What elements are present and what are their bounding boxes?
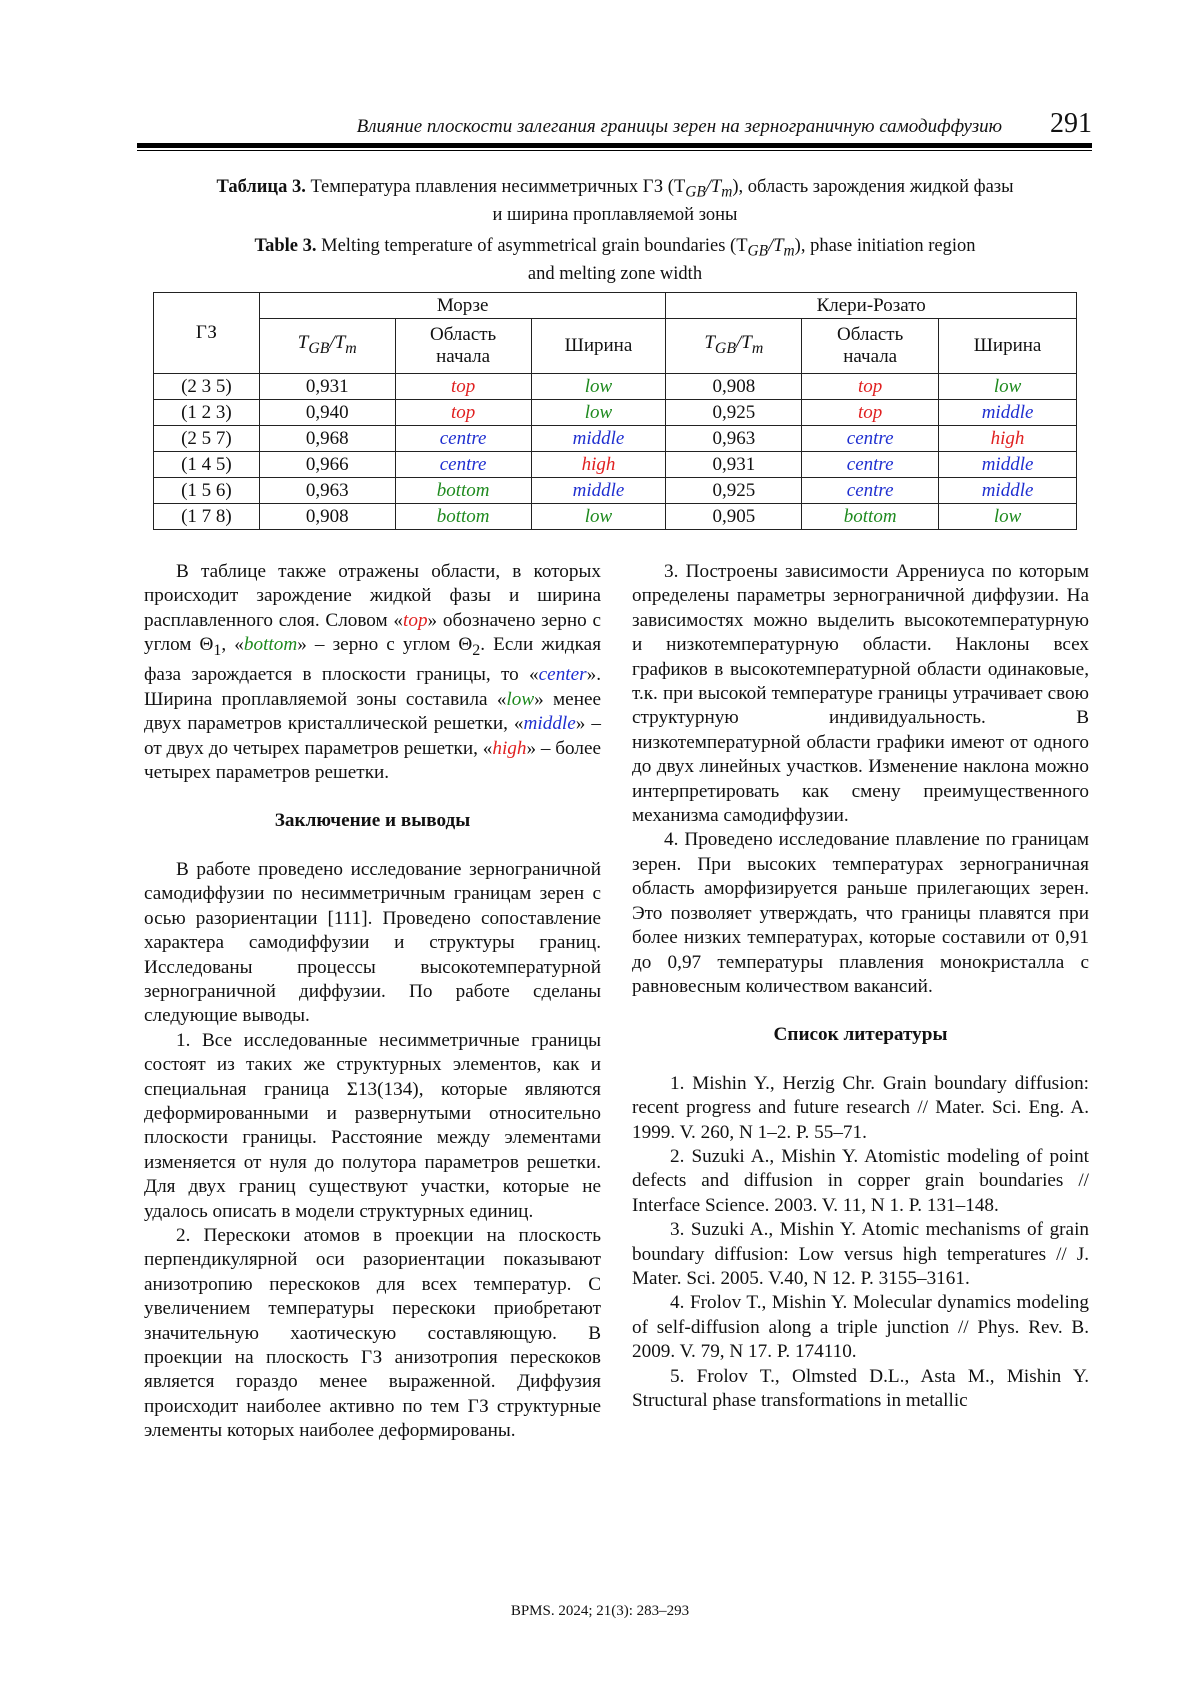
t-ratio-cell: 0,931 <box>259 374 395 400</box>
legend-text-c: , « <box>221 634 244 656</box>
legend-text-d: » – зерно с углом Θ <box>297 634 473 656</box>
section-heading-conclusions: Заключение и выводы <box>274 810 471 832</box>
width-cell: low <box>939 374 1077 400</box>
paragraph-conclusion-4: 4. Проведено исследование плавление по границам зерен. При высоких температурах зернограничная область аморфизируется раньше прилегающих зерен. Это позволяет утверждать, что границы плавятся при более низких температурах, которые составили от 0,91 до 0,97 температуры плавления монокристалла с равновесным количеством вакансий. <box>632 829 1089 997</box>
region-cell: top <box>395 400 531 426</box>
header-region-2 <box>802 319 939 374</box>
reference-item: 5. Frolov T., Olmsted D.L., Asta M., Mishin Y. Structural phase transformations in metallic <box>632 1365 1089 1411</box>
legend-word-top: top <box>403 609 428 631</box>
page-footer: BPMS. 2024; 21(3): 283–293 <box>510 1603 690 1619</box>
t-ratio-cell: 0,940 <box>259 400 395 426</box>
gz-cell: (1 7 8) <box>154 504 260 530</box>
t-ratio-cell: 0,931 <box>666 452 802 478</box>
region-cell: centre <box>395 452 531 478</box>
legend-text-f: ». Ширина проплавляемой зоны составила « <box>144 664 601 710</box>
header-group-cleri: Клери-Розато <box>666 293 1077 319</box>
paragraph-conclusion-3: 3. Построены зависимости Аррениуса по которым определены параметры зернограничной диффузии. На зависимостях можно выделить высокотемпературную и низкотемпературную области. Наклоны всех графиков в высокотемпературной области одинаковые, т.к. при высокой температуре границы утрачивает свою структурную индивидуальность. В низкотемпературной области графики имеют от одного до двух линейных участков. Изменение наклона можно интерпретировать как смену преимущественного механизма самодиффузии. <box>632 561 1089 827</box>
running-header <box>137 108 1092 142</box>
table-row <box>154 400 1077 426</box>
paragraph-conclusion-1: 1. Все исследованные несимметричные границы состоят из таких же структурных элементов, как и специальная граница Σ13(134), которые являются деформированными и развернутыми относительно плоскости границы. Расстояние между элементами изменяется от нуля до полутора параметров решетки. Для двух границ существуют участки, которые не удалось описать в модели структурных единиц. <box>144 1029 601 1222</box>
gz-cell: (2 5 7) <box>154 426 260 452</box>
caption-en-label: Table 3. <box>254 236 317 256</box>
width-cell: middle <box>531 426 666 452</box>
table-caption-ru <box>150 176 1080 226</box>
gz-cell: (2 3 5) <box>154 374 260 400</box>
t-ratio-cell: 0,925 <box>666 478 802 504</box>
width-cell: low <box>531 374 666 400</box>
t-main: T <box>297 332 309 354</box>
width-cell: middle <box>939 452 1077 478</box>
table-row <box>154 374 1077 400</box>
caption-ru-end: ), область зарождения жидкой фазы <box>732 177 1014 197</box>
t-ratio-cell: 0,925 <box>666 400 802 426</box>
table-row <box>154 426 1077 452</box>
header-rule-thin <box>137 150 1092 151</box>
caption-ru-mid: /T <box>705 177 722 197</box>
gz-cell: (1 2 3) <box>154 400 260 426</box>
region-cell: centre <box>802 452 939 478</box>
caption-en-sub2: m <box>783 242 795 260</box>
caption-en-line2: and melting zone width <box>527 263 703 284</box>
legend-word-high: high <box>492 737 527 759</box>
legend-text-i: » – более четырех параметров решетки. <box>144 737 601 784</box>
reference-list <box>632 1072 1089 1414</box>
header-t-ratio-1 <box>259 319 395 374</box>
t-ratio-cell: 0,908 <box>666 374 802 400</box>
paragraph-conclusions-intro: В работе проведено исследование зернограничной самодиффузии по несимметричным границам зерен с осью разориентации [111]. Проведено сопоставление характера самодиффузии и структуры границ. Исследованы процессы высокотемпературной зернограничной диффузии. По работе сделаны следующие выводы. <box>144 858 601 1027</box>
legend-word-bottom: bottom <box>243 634 298 656</box>
t-sub1: GB <box>308 339 330 357</box>
caption-ru-label: Таблица 3. <box>216 177 306 197</box>
region-cell: bottom <box>395 504 531 530</box>
width-cell: high <box>531 452 666 478</box>
table-header-row-2 <box>154 319 1077 374</box>
reference-item: 3. Suzuki A., Mishin Y. Atomic mechanisms of grain boundary diffusion: Low versus high temperatures // J. Mater. Sci. 2005. V.40, N 12. P. 3155–3161. <box>632 1219 1089 1289</box>
melting-table <box>153 292 1077 530</box>
t-slash: /T <box>736 332 752 354</box>
t-ratio-cell: 0,966 <box>259 452 395 478</box>
region-l1: Область <box>429 324 497 345</box>
table-caption-en <box>150 235 1080 285</box>
header-t-ratio-2 <box>666 319 802 374</box>
left-column <box>144 560 601 1444</box>
header-width-1: Ширина <box>531 319 666 374</box>
paragraph-legend <box>144 560 601 785</box>
caption-ru-line2: и ширина проплавляемой зоны <box>492 204 738 225</box>
legend-text-a: В таблице также отражены области, в которых происходит зарождение жидкой фазы и ширина расплавленного слоя. Словом « <box>144 561 601 631</box>
legend-sub-2: 2 <box>472 642 481 660</box>
t-ratio-cell: 0,908 <box>259 504 395 530</box>
running-title: Влияние плоскости залегания границы зерен на зернограничную самодиффузию <box>356 116 1002 137</box>
paragraph-conclusion-2: 2. Перескоки атомов в проекции на плоскость перпендикулярной оси разориентации показывают анизотропию перескоков для всех температур. С увеличением температуры перескоки приобретают значительную хаотическую составляющую. В проекции на плоскость ГЗ анизотропия перескоков является гораздо менее выраженной. Диффузия происходит наиболее активно по тем ГЗ структурные элементы которых наиболее деформированы. <box>144 1224 601 1442</box>
caption-en-text: Melting temperature of asymmetrical grain boundaries (T <box>321 236 748 256</box>
right-column <box>632 560 1089 1413</box>
region-cell: bottom <box>802 504 939 530</box>
legend-sub-1: 1 <box>213 642 222 660</box>
region-cell: centre <box>395 426 531 452</box>
caption-ru-text: Температура плавления несимметричных ГЗ (T <box>310 177 686 197</box>
caption-en-mid: /T <box>768 236 784 256</box>
region-l2: начала <box>843 346 898 367</box>
legend-word-middle: middle <box>523 713 576 735</box>
t-sub1: GB <box>714 339 736 357</box>
region-l1: Область <box>837 324 904 345</box>
region-cell: centre <box>802 426 939 452</box>
header-region-1 <box>395 319 531 374</box>
table-row <box>154 452 1077 478</box>
t-ratio-cell: 0,905 <box>666 504 802 530</box>
caption-ru-sub1: GB <box>685 183 706 201</box>
width-cell: middle <box>531 478 666 504</box>
header-rule-thick <box>137 143 1092 148</box>
width-cell: low <box>531 400 666 426</box>
region-cell: centre <box>802 478 939 504</box>
width-cell: middle <box>939 400 1077 426</box>
t-slash: /T <box>329 332 346 354</box>
t-sub2: m <box>751 339 764 357</box>
table-body <box>154 374 1077 530</box>
table-row <box>154 478 1077 504</box>
region-cell: top <box>802 374 939 400</box>
gz-cell: (1 5 6) <box>154 478 260 504</box>
t-ratio-cell: 0,963 <box>259 478 395 504</box>
t-sub2: m <box>345 339 357 357</box>
region-cell: top <box>395 374 531 400</box>
table-row <box>154 504 1077 530</box>
table-header-row-1 <box>154 293 1077 319</box>
t-ratio-cell: 0,963 <box>666 426 802 452</box>
region-l2: начала <box>436 346 491 367</box>
legend-word-center: center <box>538 664 587 686</box>
width-cell: low <box>939 504 1077 530</box>
legend-text-g: » менее двух параметров кристаллической решетки, « <box>144 688 601 735</box>
region-cell: top <box>802 400 939 426</box>
legend-text-h: » – от двух до четырех параметров решетки, « <box>144 713 601 759</box>
gz-cell: (1 4 5) <box>154 452 260 478</box>
caption-en-end: ), phase initiation region <box>794 236 976 256</box>
header-gz: ГЗ <box>154 293 260 374</box>
legend-text-b: » обозначено зерно с углом Θ <box>144 609 601 656</box>
caption-en-sub1: GB <box>747 242 769 260</box>
section-heading-references: Список литературы <box>773 1024 948 1046</box>
header-width-2: Ширина <box>939 319 1077 374</box>
page-number: 291 <box>1050 108 1092 139</box>
reference-item: 1. Mishin Y., Herzig Chr. Grain boundary diffusion: recent progress and future research // Mater. Sci. Eng. A. 1999. V. 260, N 1–2. P. 55–71. <box>632 1072 1089 1143</box>
t-main: T <box>704 332 715 354</box>
region-cell: bottom <box>395 478 531 504</box>
reference-item: 2. Suzuki A., Mishin Y. Atomistic modeling of point defects and diffusion in copper grain boundaries // Interface Science. 2003. V. 11, N 1. P. 131–148. <box>632 1145 1089 1216</box>
header-group-morse: Морзе <box>259 293 666 319</box>
t-ratio-cell: 0,968 <box>259 426 395 452</box>
width-cell: high <box>939 426 1077 452</box>
legend-word-low: low <box>506 688 535 710</box>
width-cell: low <box>531 504 666 530</box>
legend-text-e: . Если жидкая фаза зарождается в плоскости границы, то « <box>144 634 602 686</box>
caption-ru-sub2: m <box>721 183 733 201</box>
reference-item: 4. Frolov T., Mishin Y. Molecular dynamics modeling of self-diffusion along a triple junction // Phys. Rev. B. 2009. V. 79, N 17. P. 174110. <box>632 1292 1089 1363</box>
width-cell: middle <box>939 478 1077 504</box>
